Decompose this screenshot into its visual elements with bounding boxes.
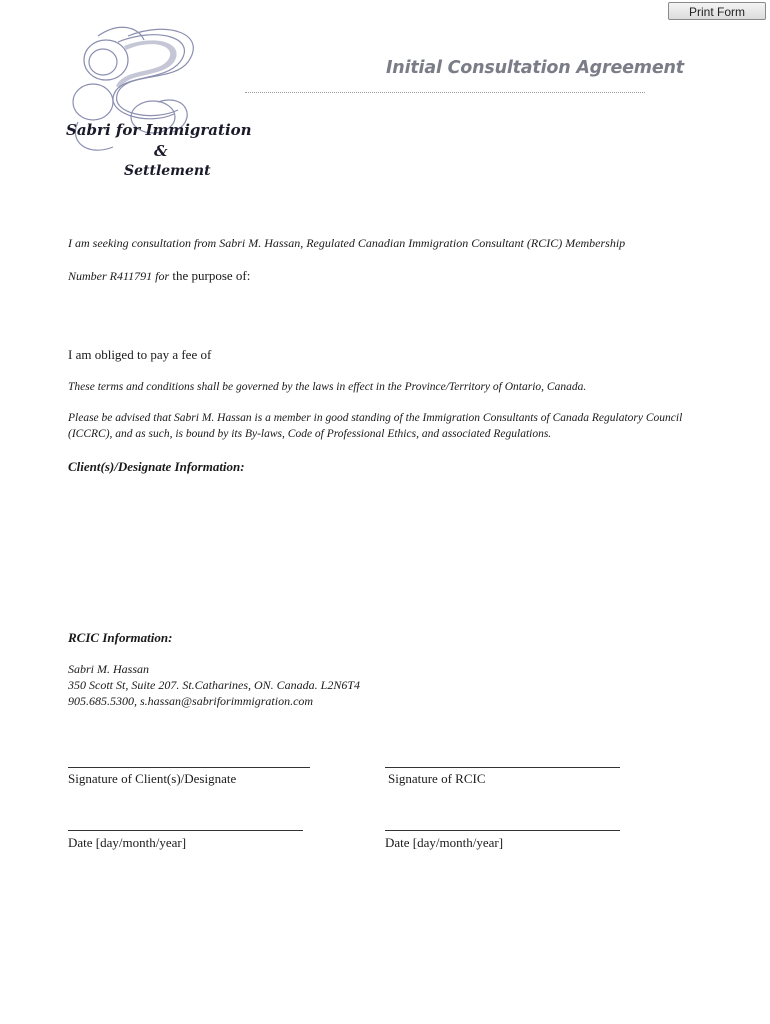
rcic-name: Sabri M. Hassan [68, 662, 150, 676]
client-info-heading: Client(s)/Designate Information: [68, 459, 245, 474]
rcic-address: 350 Scott St, Suite 207. St.Catharines, ON. Canada. L2N6T4 [68, 678, 361, 692]
advisory-line-2: (ICCRC), and as such, is bound by its By-laws, Code of Professional Ethics, and associated Regulations. [68, 428, 552, 440]
rcic-signature-label: Signature of RCIC [388, 771, 486, 786]
company-logo [58, 22, 258, 187]
rcic-date-line[interactable] [385, 830, 620, 831]
print-form-button[interactable]: Print Form [668, 2, 766, 20]
membership-number-text: Number R411791 for [68, 269, 170, 283]
rcic-date-label: Date [day/month/year] [385, 835, 504, 850]
title-divider [245, 92, 645, 93]
governing-law-text: These terms and conditions shall be governed by the laws in effect in the Province/Territory of Ontario, Canada. [68, 381, 587, 393]
client-signature-line[interactable] [68, 767, 310, 768]
rcic-contact: 905.685.5300, s.hassan@sabriforimmigration.com [68, 694, 314, 708]
purpose-text: the purpose of: [169, 268, 251, 283]
logo-line1: Sabri for Immigration [66, 121, 252, 139]
client-date-line[interactable] [68, 830, 303, 831]
rcic-signature-line[interactable] [385, 767, 620, 768]
page-title: Initial Consultation Agreement [386, 58, 684, 78]
logo-line3: Settlement [124, 163, 211, 179]
client-date-label: Date [day/month/year] [68, 835, 187, 850]
fee-text: I am obliged to pay a fee of [68, 347, 212, 362]
intro-line-1: I am seeking consultation from Sabri M. Hassan, Regulated Canadian Immigration Consultant (RCIC) Membership [68, 236, 626, 250]
advisory-line-1: Please be advised that Sabri M. Hassan is a member in good standing of the Immigration Consultants of Canada Regulatory Council [68, 412, 683, 424]
rcic-info-heading: RCIC Information: [68, 630, 173, 645]
intro-line-2 [68, 268, 250, 284]
client-signature-label: Signature of Client(s)/Designate [68, 771, 237, 786]
logo-ampersand: & [154, 142, 168, 160]
